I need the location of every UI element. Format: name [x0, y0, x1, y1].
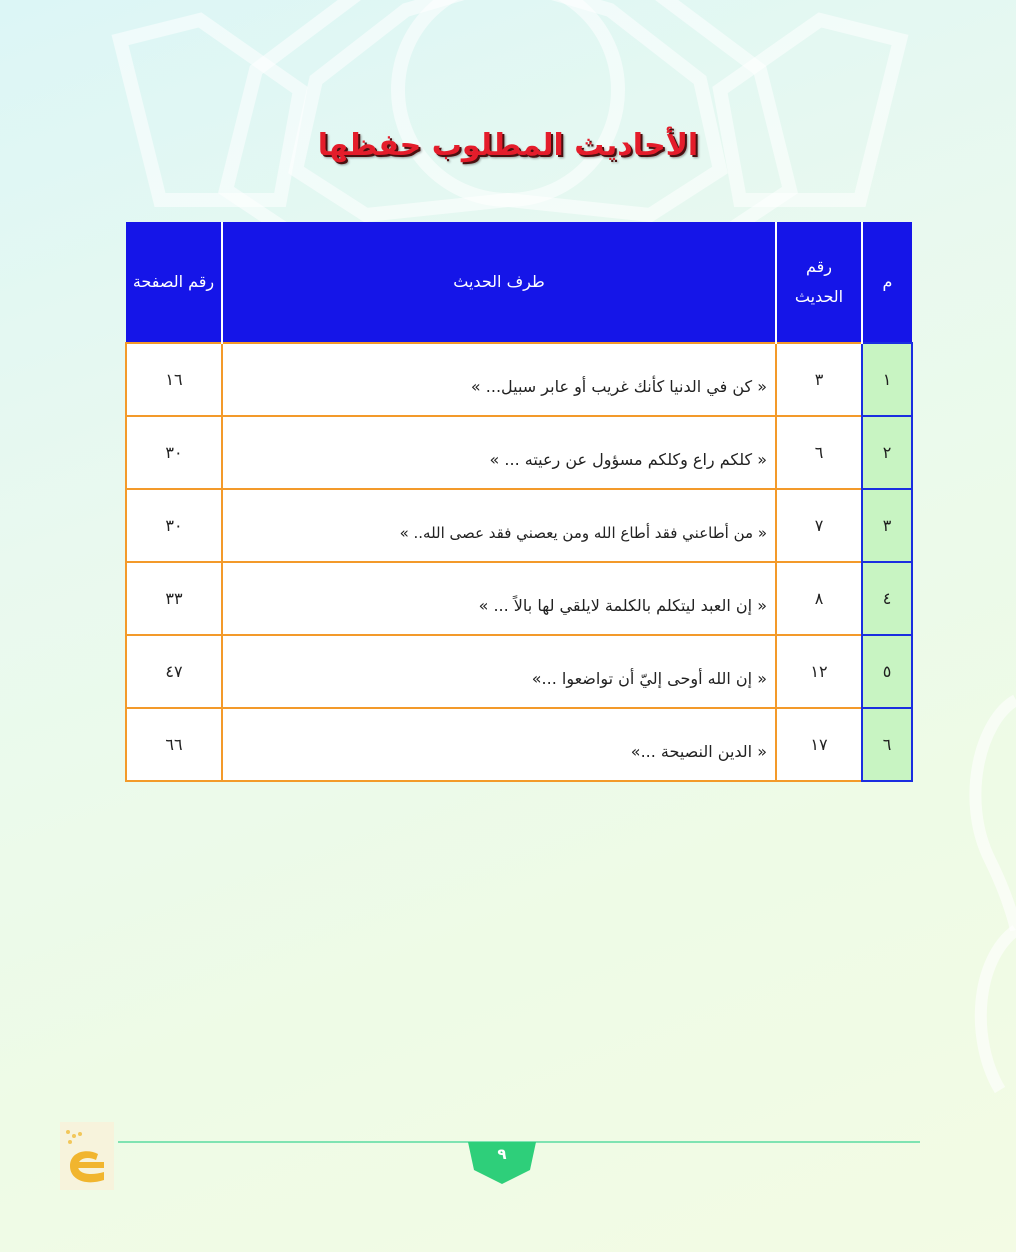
hadith-table — [125, 222, 913, 782]
row-hadith-text: « إن الله أوحى إليّ أن تواضعوا ...» — [222, 635, 776, 708]
row-hadith-number: ٨ — [776, 562, 862, 635]
row-index: ٦ — [862, 708, 912, 781]
header-page-number: رقم الصفحة — [126, 222, 222, 343]
row-index: ٤ — [862, 562, 912, 635]
row-hadith-text: « الدين النصيحة ...» — [222, 708, 776, 781]
table-row — [126, 635, 912, 708]
table-row — [126, 489, 912, 562]
table-row — [126, 708, 912, 781]
row-hadith-text: « كن في الدنيا كأنك غريب أو عابر سبيل... » — [222, 343, 776, 416]
row-page-number: ٣٣ — [126, 562, 222, 635]
row-hadith-number: ٦ — [776, 416, 862, 489]
table-header-row — [126, 222, 912, 343]
header-hadith-text: طرف الحديث — [222, 222, 776, 343]
row-hadith-number: ٣ — [776, 343, 862, 416]
row-hadith-text: « كلكم راع وكلكم مسؤول عن رعيته ... » — [222, 416, 776, 489]
row-page-number: ٣٠ — [126, 489, 222, 562]
row-index: ٥ — [862, 635, 912, 708]
table-row — [126, 562, 912, 635]
table-row — [126, 343, 912, 416]
header-hadith-number: رقم الحديث — [776, 222, 862, 343]
row-page-number: ١٦ — [126, 343, 222, 416]
row-hadith-text: « من أطاعني فقد أطاع الله ومن يعصني فقد عصى الله.. » — [222, 489, 776, 562]
page-number: ٩ — [497, 1145, 507, 1163]
row-index: ٢ — [862, 416, 912, 489]
page-title: الأحاديث المطلوب حفظها — [317, 128, 699, 163]
row-index: ١ — [862, 343, 912, 416]
row-page-number: ٣٠ — [126, 416, 222, 489]
row-index: ٣ — [862, 489, 912, 562]
row-hadith-text: « إن العبد ليتكلم بالكلمة لايلقي لها بالاً ... » — [222, 562, 776, 635]
row-hadith-number: ١٢ — [776, 635, 862, 708]
row-hadith-number: ٧ — [776, 489, 862, 562]
header-index: م — [862, 222, 912, 343]
row-page-number: ٤٧ — [126, 635, 222, 708]
row-hadith-number: ١٧ — [776, 708, 862, 781]
table-row — [126, 416, 912, 489]
row-page-number: ٦٦ — [126, 708, 222, 781]
publisher-logo-icon — [60, 1122, 114, 1190]
